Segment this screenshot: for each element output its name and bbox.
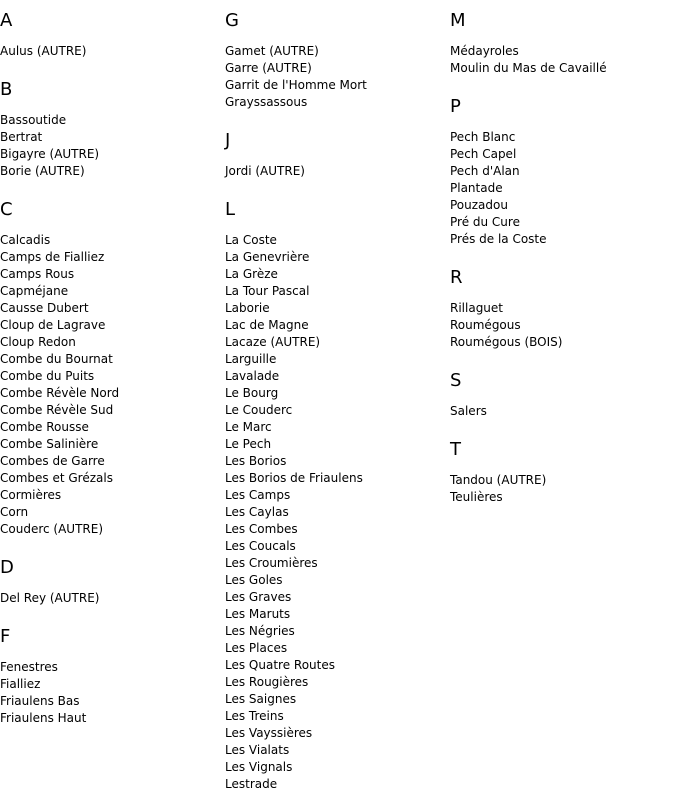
place-list: [450, 43, 665, 77]
place-link[interactable]: Les Places: [225, 641, 288, 655]
place-link[interactable]: Le Bourg: [225, 386, 279, 400]
list-item: [225, 163, 440, 180]
place-link[interactable]: Roumégous: [450, 318, 521, 332]
letter-group: [0, 626, 215, 727]
place-link[interactable]: Pré du Cure: [450, 215, 520, 229]
place-list: [225, 232, 440, 793]
place-link[interactable]: Camps Rous: [0, 267, 75, 281]
place-link[interactable]: Laborie: [225, 301, 270, 315]
place-link[interactable]: Cloup de Lagrave: [0, 318, 106, 332]
place-link[interactable]: Les Treins: [225, 709, 284, 723]
index-column: [450, 10, 665, 525]
list-item: [225, 538, 440, 555]
list-item: [225, 691, 440, 708]
place-link[interactable]: La Coste: [225, 233, 277, 247]
list-item: [450, 146, 665, 163]
place-link[interactable]: Corn: [0, 505, 29, 519]
place-link[interactable]: Les Quatre Routes: [225, 658, 335, 672]
list-item: [0, 283, 215, 300]
place-link[interactable]: Jordi (AUTRE): [225, 164, 305, 178]
letter-group: [0, 79, 215, 180]
list-item: [0, 146, 215, 163]
place-link[interactable]: Bertrat: [0, 130, 43, 144]
letter-heading: T: [450, 439, 461, 460]
place-link[interactable]: Les Maruts: [225, 607, 291, 621]
list-item: [450, 214, 665, 231]
place-link[interactable]: Les Goles: [225, 573, 283, 587]
list-item: [225, 674, 440, 691]
list-item: [450, 180, 665, 197]
list-item: [225, 283, 440, 300]
place-link[interactable]: Fenestres: [0, 660, 58, 674]
place-list: [450, 129, 665, 248]
list-item: [0, 368, 215, 385]
list-item: [225, 606, 440, 623]
place-link[interactable]: Garrit de l'Homme Mort: [225, 78, 367, 92]
letter-heading: L: [225, 199, 236, 220]
list-item: [225, 317, 440, 334]
place-link[interactable]: Bassoutide: [0, 113, 67, 127]
place-link[interactable]: Les Vialats: [225, 743, 290, 757]
place-link[interactable]: Combe du Puits: [0, 369, 95, 383]
place-link[interactable]: Salers: [450, 404, 487, 418]
list-item: [450, 129, 665, 146]
list-item: [225, 300, 440, 317]
list-item: [450, 197, 665, 214]
place-link[interactable]: Friaulens Bas: [0, 694, 80, 708]
place-list: [225, 163, 440, 180]
list-item: [0, 249, 215, 266]
letter-group: [450, 96, 665, 248]
letter-group: [450, 10, 665, 77]
place-link[interactable]: Borie (AUTRE): [0, 164, 85, 178]
list-item: [225, 589, 440, 606]
place-link[interactable]: Aulus (AUTRE): [0, 44, 87, 58]
list-item: [225, 708, 440, 725]
letter-heading: F: [0, 626, 11, 647]
place-link[interactable]: La Genevrière: [225, 250, 310, 264]
place-link[interactable]: Médayroles: [450, 44, 519, 58]
place-link[interactable]: Combe Salinière: [0, 437, 99, 451]
list-item: [450, 60, 665, 77]
place-link[interactable]: Lacaze (AUTRE): [225, 335, 321, 349]
letter-heading: R: [450, 267, 463, 288]
letter-heading: G: [225, 10, 239, 31]
place-link[interactable]: Del Rey (AUTRE): [0, 591, 100, 605]
list-item: [0, 351, 215, 368]
place-link[interactable]: Pouzadou: [450, 198, 508, 212]
place-link[interactable]: Les Vignals: [225, 760, 293, 774]
place-link[interactable]: Roumégous (BOIS): [450, 335, 563, 349]
list-item: [225, 521, 440, 538]
place-link[interactable]: Combe du Bournat: [0, 352, 113, 366]
list-item: [225, 402, 440, 419]
letter-group: [450, 267, 665, 351]
letter-group: [0, 199, 215, 538]
place-link[interactable]: Combe Rousse: [0, 420, 89, 434]
list-item: [0, 521, 215, 538]
place-link[interactable]: Combe Révèle Sud: [0, 403, 114, 417]
list-item: [0, 453, 215, 470]
place-link[interactable]: Les Négries: [225, 624, 295, 638]
letter-heading: J: [225, 130, 231, 151]
list-item: [225, 232, 440, 249]
list-item: [0, 163, 215, 180]
list-item: [225, 368, 440, 385]
place-link[interactable]: Les Vayssières: [225, 726, 313, 740]
list-item: [225, 419, 440, 436]
list-item: [225, 94, 440, 111]
place-link[interactable]: Combes et Grézals: [0, 471, 113, 485]
letter-group: [225, 10, 440, 111]
list-item: [0, 266, 215, 283]
list-item: [0, 129, 215, 146]
place-link[interactable]: Les Saignes: [225, 692, 297, 706]
list-item: [225, 453, 440, 470]
place-link[interactable]: Larguille: [225, 352, 277, 366]
list-item: [450, 300, 665, 317]
letter-group: [0, 557, 215, 607]
place-list: [0, 43, 215, 60]
list-item: [225, 249, 440, 266]
letter-heading: B: [0, 79, 13, 100]
place-link[interactable]: Rillaguet: [450, 301, 504, 315]
list-item: [0, 504, 215, 521]
letter-heading: M: [450, 10, 466, 31]
place-link[interactable]: Plantade: [450, 181, 503, 195]
list-item: [225, 351, 440, 368]
list-item: [450, 403, 665, 420]
place-link[interactable]: Garre (AUTRE): [225, 61, 312, 75]
list-item: [225, 334, 440, 351]
list-item: [0, 590, 215, 607]
place-list: [0, 112, 215, 180]
place-link[interactable]: Les Rougières: [225, 675, 309, 689]
place-list: [450, 403, 665, 420]
list-item: [450, 334, 665, 351]
list-item: [225, 77, 440, 94]
list-item: [0, 676, 215, 693]
letter-group: [225, 199, 440, 793]
list-item: [0, 659, 215, 676]
list-item: [450, 163, 665, 180]
list-item: [225, 470, 440, 487]
list-item: [0, 334, 215, 351]
place-link[interactable]: Les Graves: [225, 590, 292, 604]
place-link[interactable]: Les Borios: [225, 454, 287, 468]
list-item: [225, 43, 440, 60]
list-item: [0, 232, 215, 249]
list-item: [225, 640, 440, 657]
place-link[interactable]: Cormières: [0, 488, 62, 502]
list-item: [0, 300, 215, 317]
list-item: [0, 402, 215, 419]
place-link[interactable]: Lestrade: [225, 777, 278, 791]
list-item: [225, 623, 440, 640]
place-link[interactable]: Combes de Garre: [0, 454, 105, 468]
list-item: [0, 710, 215, 727]
list-item: [225, 266, 440, 283]
list-item: [0, 317, 215, 334]
list-item: [0, 470, 215, 487]
list-item: [225, 759, 440, 776]
place-link[interactable]: Gamet (AUTRE): [225, 44, 319, 58]
place-link[interactable]: La Tour Pascal: [225, 284, 310, 298]
letter-heading: P: [450, 96, 461, 117]
list-item: [225, 572, 440, 589]
list-item: [225, 657, 440, 674]
index-column: [225, 10, 440, 812]
place-link[interactable]: Cloup Redon: [0, 335, 76, 349]
list-item: [0, 487, 215, 504]
place-list: [0, 590, 215, 607]
place-link[interactable]: Les Coucals: [225, 539, 296, 553]
place-link[interactable]: Pech Blanc: [450, 130, 516, 144]
letter-group: [450, 370, 665, 420]
letter-heading: C: [0, 199, 13, 220]
place-list: [450, 472, 665, 506]
letter-group: [0, 10, 215, 60]
list-item: [225, 504, 440, 521]
list-item: [225, 60, 440, 77]
place-link[interactable]: La Grèze: [225, 267, 278, 281]
list-item: [225, 725, 440, 742]
place-list: [225, 43, 440, 111]
place-link[interactable]: Le Pech: [225, 437, 272, 451]
place-link[interactable]: Lavalade: [225, 369, 280, 383]
list-item: [225, 385, 440, 402]
list-item: [225, 555, 440, 572]
list-item: [450, 231, 665, 248]
list-item: [0, 436, 215, 453]
list-item: [225, 436, 440, 453]
list-item: [225, 742, 440, 759]
place-link[interactable]: Les Combes: [225, 522, 298, 536]
place-link[interactable]: Friaulens Haut: [0, 711, 87, 725]
list-item: [450, 317, 665, 334]
place-link[interactable]: Grayssassous: [225, 95, 308, 109]
place-link[interactable]: Bigayre (AUTRE): [0, 147, 100, 161]
list-item: [0, 43, 215, 60]
list-item: [225, 776, 440, 793]
place-link[interactable]: Couderc (AUTRE): [0, 522, 104, 536]
letter-heading: A: [0, 10, 13, 31]
letter-heading: D: [0, 557, 14, 578]
place-link[interactable]: Calcadis: [0, 233, 51, 247]
place-link[interactable]: Fialliez: [0, 677, 41, 691]
place-list: [450, 300, 665, 351]
place-link[interactable]: Les Borios de Friaulens: [225, 471, 363, 485]
place-link[interactable]: Camps de Fialliez: [0, 250, 105, 264]
place-link[interactable]: Le Couderc: [225, 403, 293, 417]
place-link[interactable]: Le Marc: [225, 420, 272, 434]
place-link[interactable]: Moulin du Mas de Cavaillé: [450, 61, 607, 75]
list-item: [0, 693, 215, 710]
place-link[interactable]: Les Caylas: [225, 505, 289, 519]
letter-group: [450, 439, 665, 506]
place-link[interactable]: Lac de Magne: [225, 318, 309, 332]
place-link[interactable]: Les Croumières: [225, 556, 318, 570]
list-item: [450, 43, 665, 60]
list-item: [0, 419, 215, 436]
list-item: [225, 487, 440, 504]
letter-group: [225, 130, 440, 180]
letter-heading: S: [450, 370, 462, 391]
place-link[interactable]: Les Camps: [225, 488, 291, 502]
place-link[interactable]: Teulières: [450, 490, 503, 504]
place-link[interactable]: Combe Révèle Nord: [0, 386, 120, 400]
place-list: [0, 659, 215, 727]
place-list: [0, 232, 215, 538]
place-link[interactable]: Prés de la Coste: [450, 232, 547, 246]
list-item: [0, 385, 215, 402]
index-column: [0, 10, 215, 746]
place-link[interactable]: Pech Capel: [450, 147, 517, 161]
list-item: [0, 112, 215, 129]
list-item: [450, 472, 665, 489]
place-link[interactable]: Pech d'Alan: [450, 164, 520, 178]
place-link[interactable]: Causse Dubert: [0, 301, 89, 315]
place-link[interactable]: Capméjane: [0, 284, 69, 298]
place-link[interactable]: Tandou (AUTRE): [450, 473, 547, 487]
list-item: [450, 489, 665, 506]
